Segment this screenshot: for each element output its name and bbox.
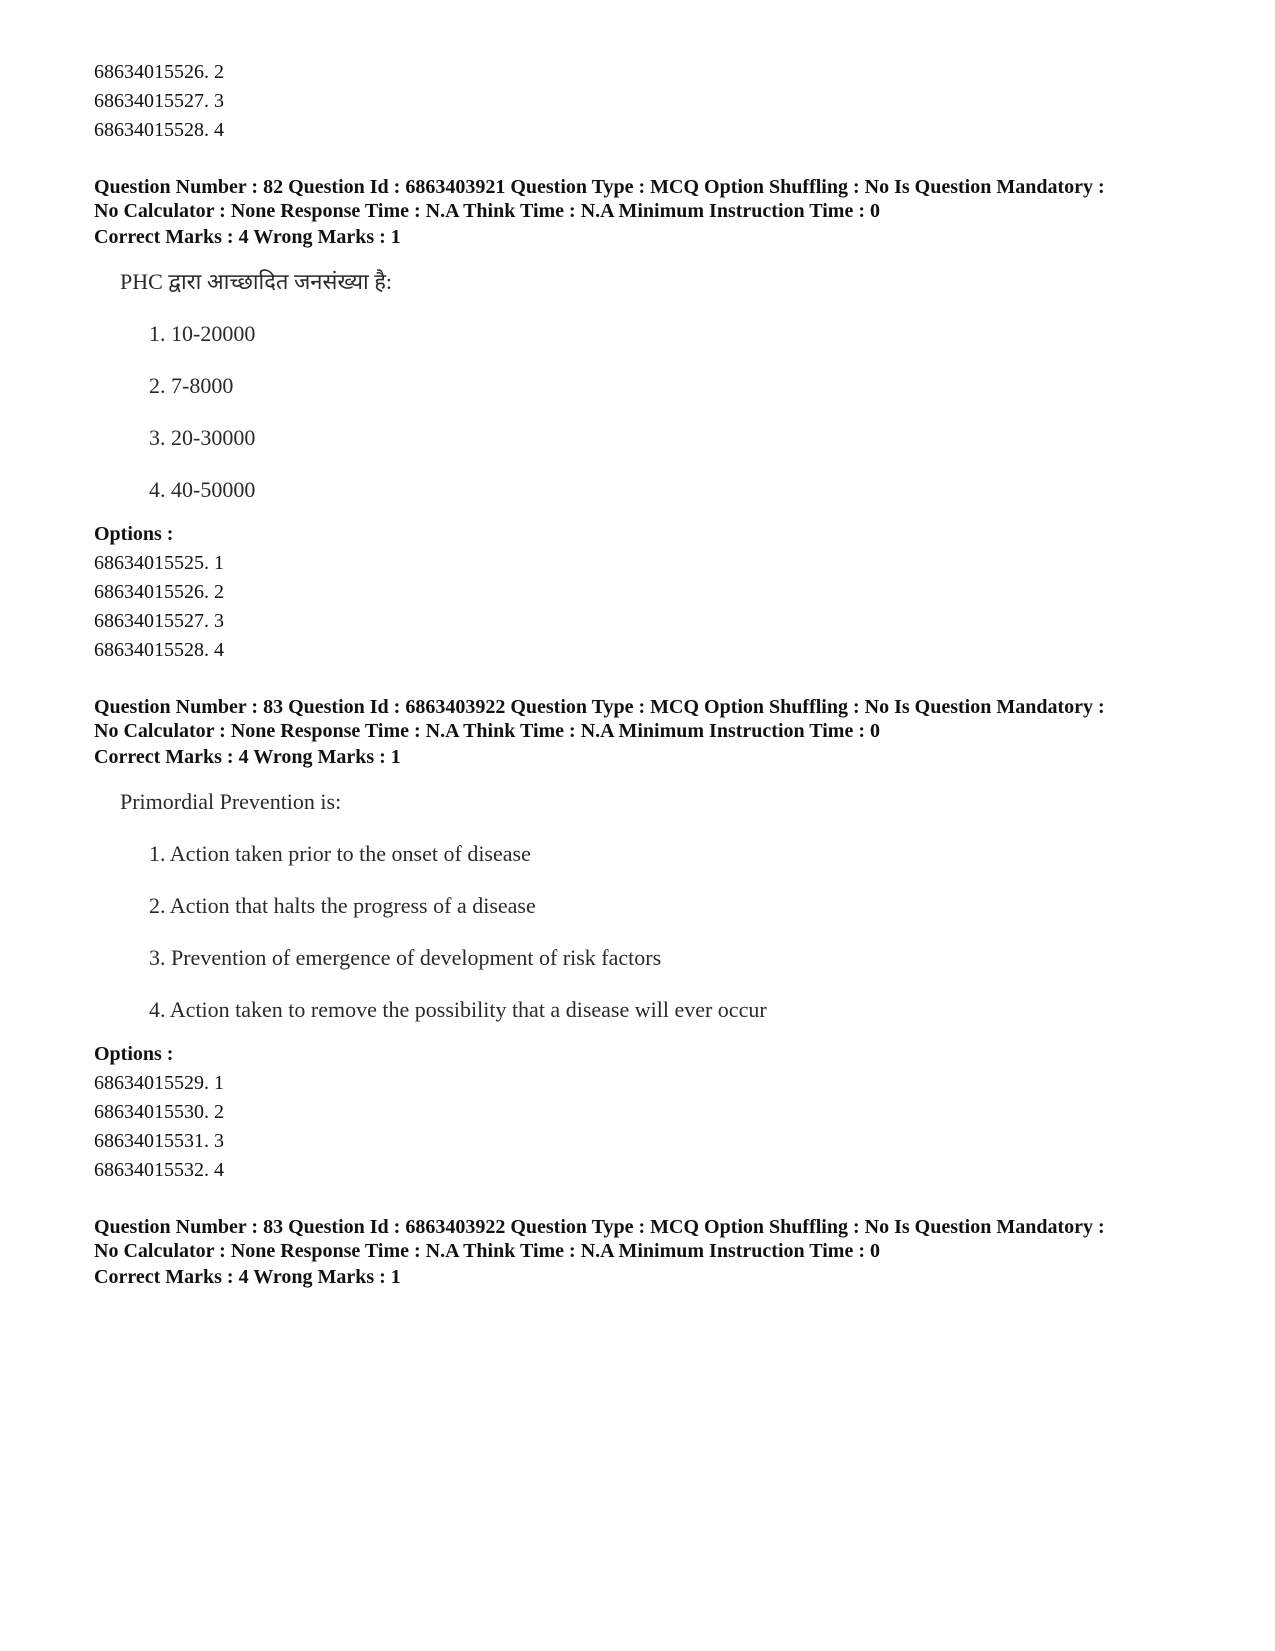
question-block-82 xyxy=(94,175,1214,665)
question-text: PHC द्वारा आच्छादित जनसंख्या है: xyxy=(120,269,392,294)
option-line: 68634015532. 4 xyxy=(94,1159,224,1181)
option-line: 68634015531. 3 xyxy=(94,1130,224,1152)
question-block-83-repeat xyxy=(94,1215,1214,1292)
question-image xyxy=(120,786,1214,1026)
question-meta-line-2: No Calculator : None Response Time : N.A Think Time : N.A Minimum Instruction Time : 0 xyxy=(94,200,880,222)
question-choice: 2. 7-8000 xyxy=(149,373,234,398)
option-line: 68634015527. 3 xyxy=(94,90,224,112)
option-line: 68634015527. 3 xyxy=(94,610,224,632)
question-choice: 4. Action taken to remove the possibility that a disease will ever occur xyxy=(149,997,767,1022)
question-choice: 1. 10-20000 xyxy=(149,321,256,346)
option-line: 68634015526. 2 xyxy=(94,61,224,83)
option-line: 68634015528. 4 xyxy=(94,639,224,661)
document-page xyxy=(94,58,1214,1322)
question-marks: Correct Marks : 4 Wrong Marks : 1 xyxy=(94,1266,401,1288)
option-line: 68634015529. 1 xyxy=(94,1072,224,1094)
option-line: 68634015530. 2 xyxy=(94,1101,224,1123)
question-block-83 xyxy=(94,695,1214,1185)
option-line: 68634015525. 1 xyxy=(94,552,224,574)
question-meta-line-1: Question Number : 82 Question Id : 6863403921 Question Type : MCQ Option Shuffling : No Is Question Mandatory : xyxy=(94,176,1105,198)
question-meta-line-1: Question Number : 83 Question Id : 6863403922 Question Type : MCQ Option Shuffling : No Is Question Mandatory : xyxy=(94,696,1105,718)
question-marks: Correct Marks : 4 Wrong Marks : 1 xyxy=(94,226,401,248)
question-image xyxy=(120,266,1214,506)
option-line: 68634015526. 2 xyxy=(94,581,224,603)
question-choice: 3. Prevention of emergence of development of risk factors xyxy=(149,945,662,970)
question-choice: 2. Action that halts the progress of a disease xyxy=(149,893,536,918)
option-line: 68634015528. 4 xyxy=(94,119,224,141)
question-choice: 1. Action taken prior to the onset of disease xyxy=(149,841,531,866)
previous-options-list xyxy=(94,58,1214,145)
question-meta-line-1: Question Number : 83 Question Id : 6863403922 Question Type : MCQ Option Shuffling : No Is Question Mandatory : xyxy=(94,1216,1105,1238)
options-label: Options : xyxy=(94,1043,174,1065)
question-meta-line-2: No Calculator : None Response Time : N.A Think Time : N.A Minimum Instruction Time : 0 xyxy=(94,1240,880,1262)
question-meta-line-2: No Calculator : None Response Time : N.A Think Time : N.A Minimum Instruction Time : 0 xyxy=(94,720,880,742)
question-text: Primordial Prevention is: xyxy=(120,789,342,814)
question-choice: 3. 20-30000 xyxy=(149,425,256,450)
options-label: Options : xyxy=(94,523,174,545)
question-marks: Correct Marks : 4 Wrong Marks : 1 xyxy=(94,746,401,768)
question-choice: 4. 40-50000 xyxy=(149,477,256,502)
